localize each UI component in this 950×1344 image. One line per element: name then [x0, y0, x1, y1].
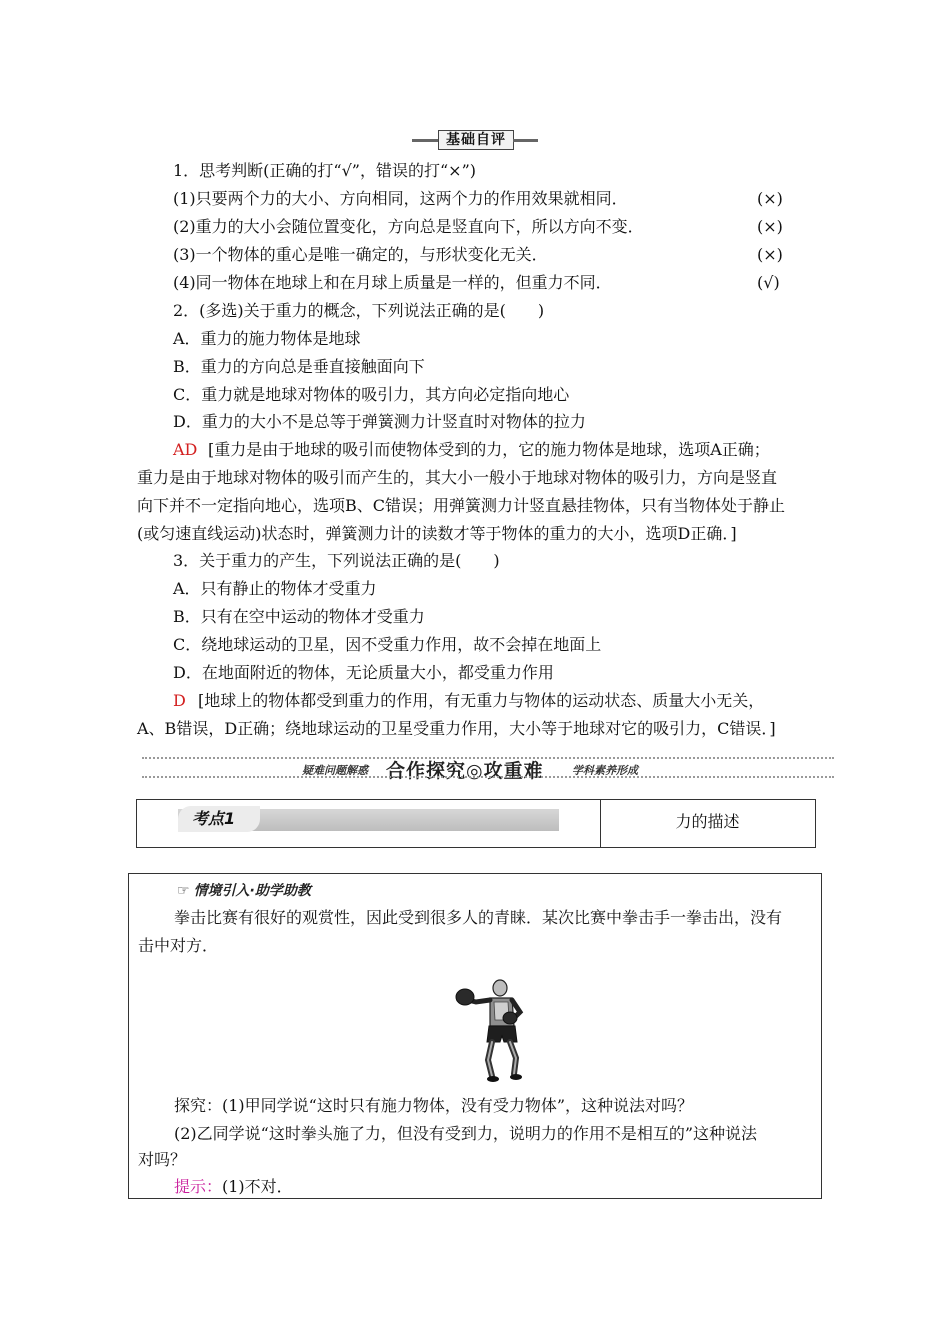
scenario-box	[128, 873, 822, 1199]
q3-option-a: A．只有静止的物体才受重力	[173, 579, 377, 598]
q1-item-1-mark: (×)	[757, 189, 783, 208]
q1-item-4: (4)同一物体在地球上和在月球上质量是一样的，但重力不同．	[173, 273, 612, 292]
q2-option-b: B．重力的方向总是垂直接触面向下	[173, 357, 425, 376]
q1-stem: 1．思考判断(正确的打“√”，错误的打“×”)	[173, 161, 476, 180]
scenario-header-text: 情境引入·助学助教	[193, 883, 311, 899]
scenario-hint-label: 提示：	[174, 1177, 223, 1196]
q1-item-2-mark: (×)	[757, 217, 783, 236]
scenario-question-2-line-2: 对吗？	[138, 1150, 187, 1169]
q2-answer: AD	[173, 440, 198, 459]
kaodian-table	[136, 799, 816, 848]
q3-option-d: D．在地面附近的物体，无论质量大小，都受重力作用	[173, 663, 554, 682]
q3-option-c: C．绕地球运动的卫星，因不受重力作用，故不会掉在地面上	[173, 635, 602, 654]
q3-stem: 3．关于重力的产生，下列说法正确的是( )	[173, 551, 500, 570]
q1-item-1: (1)只要两个力的大小、方向相同，这两个力的作用效果就相同．	[173, 189, 628, 208]
banner-rule-left	[412, 139, 438, 142]
q2-explanation-line-3: 向下并不一定指向地心，选项B、C错误；用弹簧测力计竖直悬挂物体，只有当物体处于静止	[137, 496, 786, 515]
kaodian-label: 考点1	[178, 806, 260, 832]
scenario-header	[177, 880, 311, 900]
section-dots-bottom	[142, 776, 834, 778]
q2-option-a: A．重力的施力物体是地球	[173, 329, 361, 348]
q2-option-d: D．重力的大小不是总等于弹簧测力计竖直时对物体的拉力	[173, 412, 586, 431]
pointing-hand-icon: ☞	[177, 883, 190, 899]
banner-rule-right	[513, 139, 538, 142]
q3-explanation-line-2: A、B错误，D正确；绕地球运动的卫星受重力作用，大小等于地球对它的吸引力，C错误．]	[137, 719, 776, 738]
q1-item-3-mark: (×)	[757, 245, 783, 264]
banner-title: 基础自评	[438, 130, 514, 150]
section-left-caption: 疑难问题解惑	[302, 764, 368, 777]
section-title: 合作探究◎攻重难	[386, 760, 544, 782]
q1-item-2: (2)重力的大小会随位置变化，方向总是竖直向下，所以方向不变．	[173, 217, 644, 236]
scenario-question-2-line-1: (2)乙同学说“这时拳头施了力，但没有受到力，说明力的作用不是相互的”这种说法	[174, 1124, 758, 1143]
boxer-illustration	[454, 976, 534, 1084]
scenario-intro-line-2: 击中对方．	[138, 936, 219, 955]
section-banner	[412, 130, 538, 150]
section-header	[142, 757, 834, 782]
q3-answer: D	[173, 691, 186, 710]
kaodian-topic: 力的描述	[675, 812, 740, 831]
q2-stem: 2．(多选)关于重力的概念，下列说法正确的是( )	[173, 301, 545, 320]
scenario-question-1: 探究：(1)甲同学说“这时只有施力物体，没有受力物体”，这种说法对吗？	[174, 1096, 694, 1115]
q1-item-4-mark: (√)	[757, 273, 780, 292]
q3-explanation-line-1: [地球上的物体都受到重力的作用，有无重力与物体的运动状态、质量大小无关，	[198, 691, 765, 710]
q1-item-3: (3)一个物体的重心是唯一确定的，与形状变化无关．	[173, 245, 548, 264]
q3-option-b: B．只有在空中运动的物体才受重力	[173, 607, 425, 626]
scenario-intro-line-1: 拳击比赛有很好的观赏性，因此受到很多人的青睐．某次比赛中拳击手一拳击出，没有	[174, 908, 783, 927]
q2-option-c: C．重力就是地球对物体的吸引力，其方向必定指向地心	[173, 385, 570, 404]
scenario-hint-text: (1)不对．	[222, 1177, 293, 1196]
q2-explanation-line-2: 重力是由于地球对物体的吸引而产生的，其大小一般小于地球对物体的吸引力，方向是竖直	[137, 468, 778, 487]
section-right-caption: 学科素养形成	[572, 764, 638, 777]
q2-explanation-line-1: [重力是由于地球的吸引而使物体受到的力，它的施力物体是地球，选项A正确；	[208, 440, 770, 459]
q2-explanation-line-4: (或匀速直线运动)状态时，弹簧测力计的读数才等于物体的重力的大小，选项D正确．]	[137, 524, 737, 543]
